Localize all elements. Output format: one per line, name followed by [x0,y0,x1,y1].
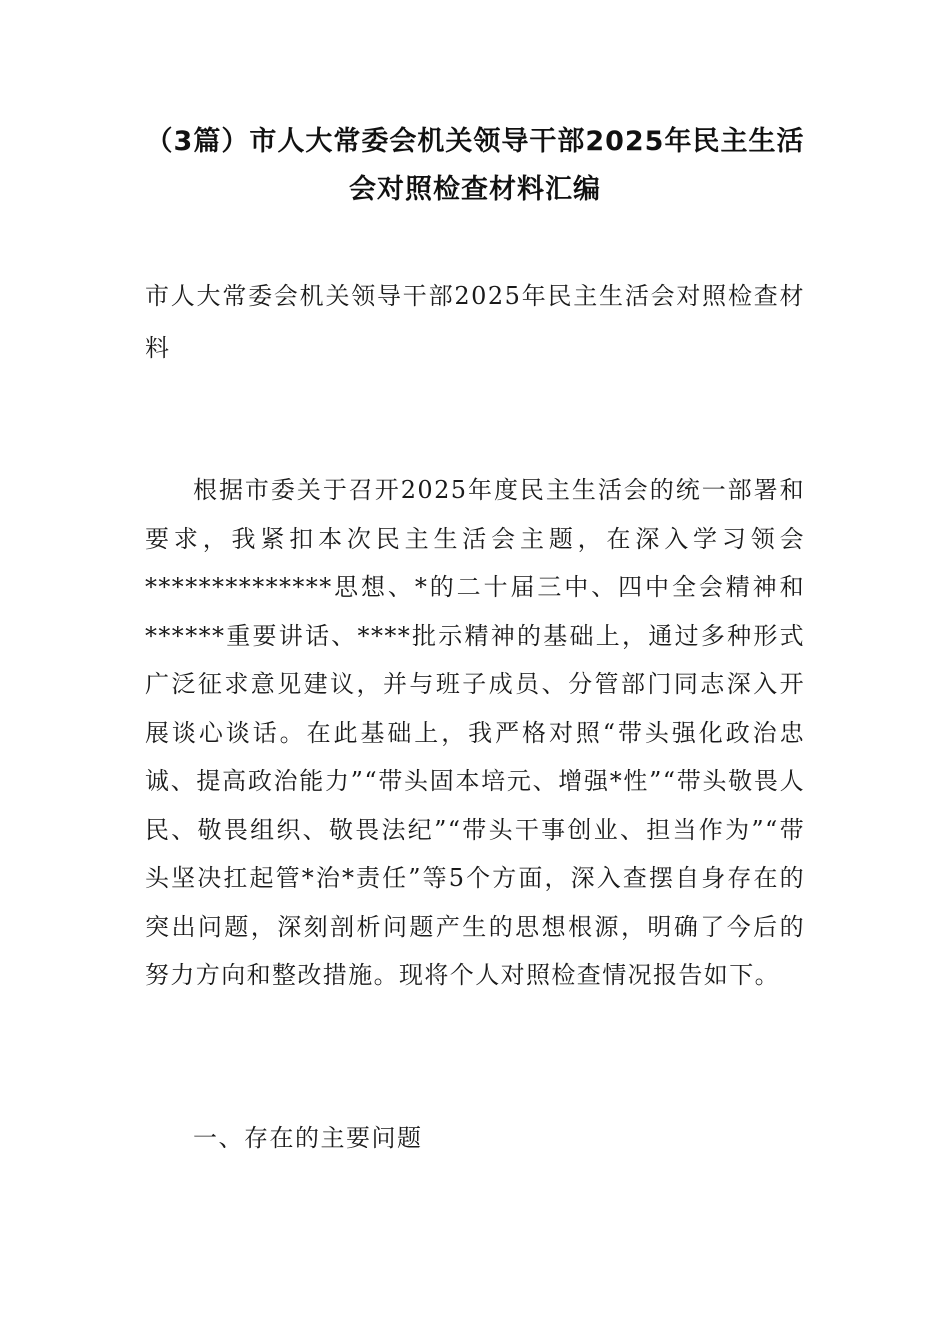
document-subtitle: 市人大常委会机关领导干部2025年民主生活会对照检查材料 [145,282,805,362]
document-title: （3篇）市人大常委会机关领导干部2025年民主生活会对照检查材料汇编 [145,126,805,205]
body-paragraph: 根据市委关于召开2025年度民主生活会的统一部署和要求，我紧扣本次民主生活会主题，在深入学习领会**************思想、*的二十届三中、四中全会精神和******重要讲话、****批示精神的基础上，通过多种形式广泛征求意见建议，并与班子成员、分管部门同志深入开展谈心谈话。在此基础上，我严格对照“带头强化政治忠诚、提高政治能力”“带头固本培元、增强*性”“带头敬畏人民、敬畏组织、敬畏法纪”“带头干事创业、担当作为”“带头坚决扛起管*治*责任”等5个方面，深入查摆自身存在的突出问题，深刻剖析问题产生的思想根源，明确了今后的努力方向和整改措施。现将个人对照检查情况报告如下。 [145,476,805,989]
section-heading: 一、存在的主要问题 [193,1124,423,1152]
